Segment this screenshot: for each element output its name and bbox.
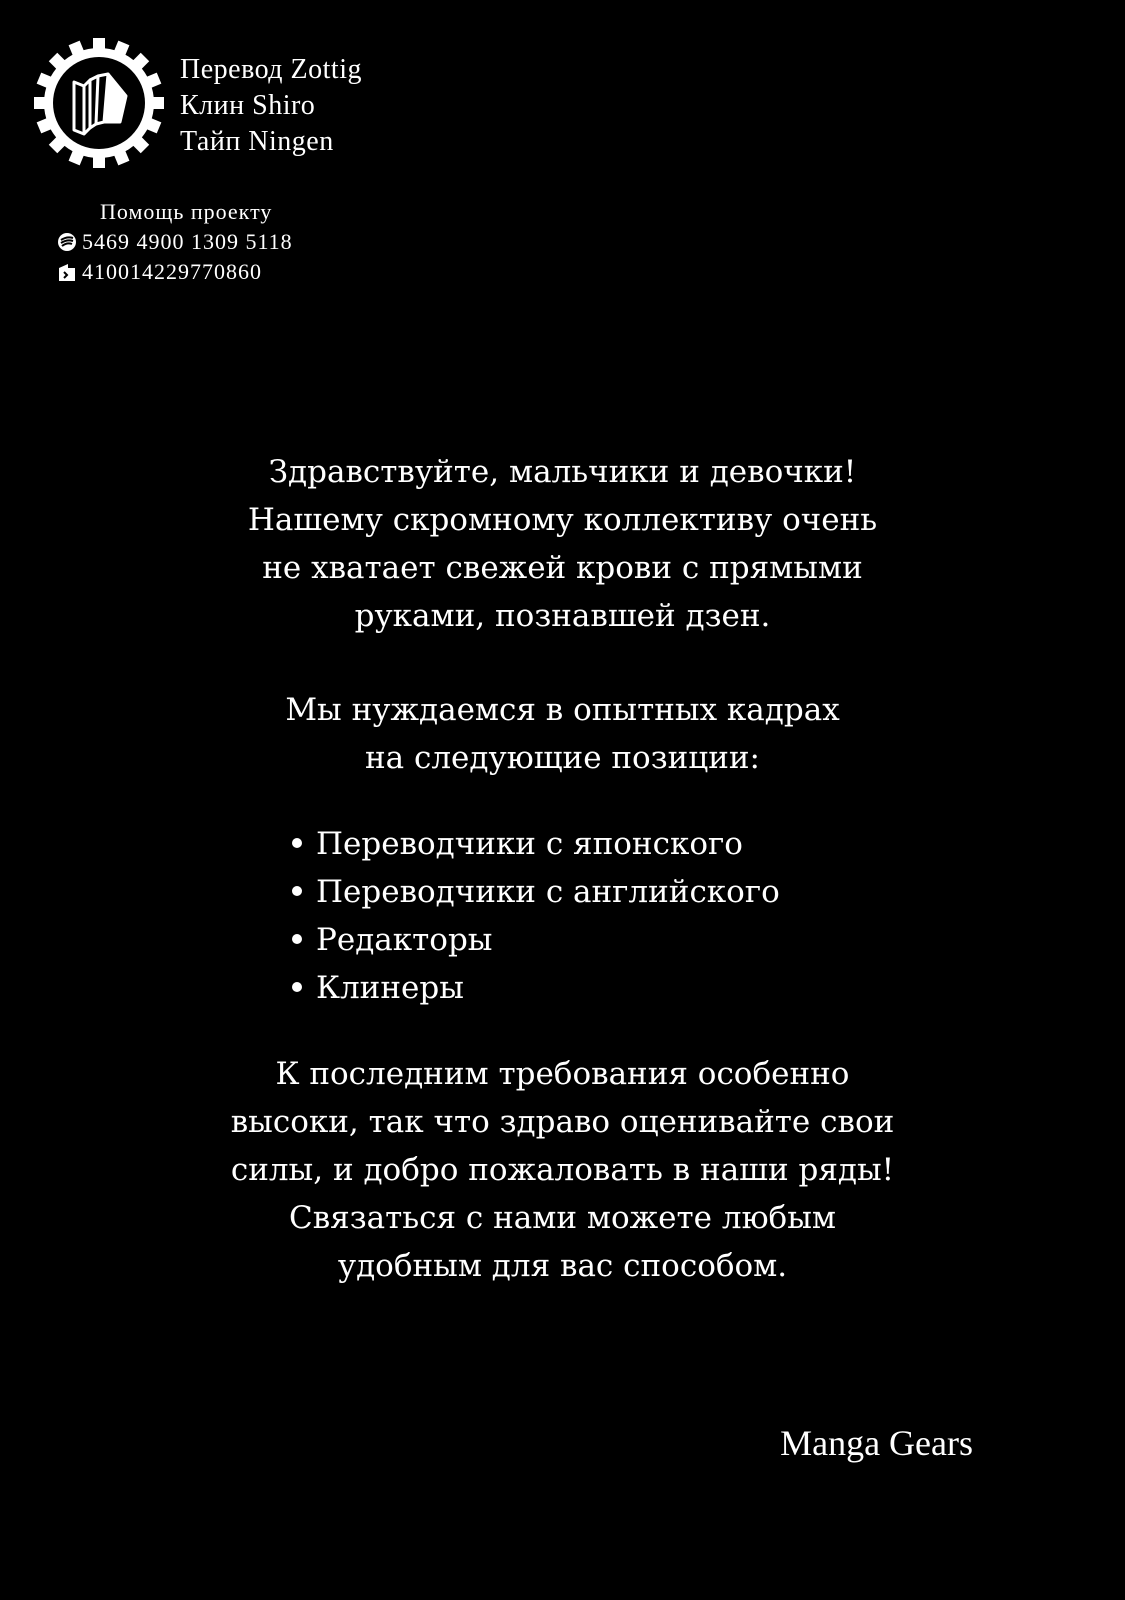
credit-cleaning: Клин Shiro: [180, 90, 316, 121]
need-paragraph: [0, 686, 1125, 782]
support-title: Помощь проекту: [100, 199, 273, 224]
outro-line: Связаться с нами можете любым: [288, 1200, 837, 1236]
intro-line: Здравствуйте, мальчики и девочки!: [268, 454, 857, 490]
position-item: Переводчики с английского: [0, 868, 1125, 916]
outro-line: К последним требования особенно: [275, 1056, 850, 1092]
position-item: Редакторы: [0, 916, 1125, 964]
credit-translation: Перевод Zottig: [180, 54, 362, 85]
yandex-money-icon: [56, 261, 78, 283]
signature: Manga Gears: [780, 1423, 973, 1463]
need-line: Мы нуждаемся в опытных кадрах: [285, 692, 840, 728]
bullet-icon: [292, 934, 302, 944]
payment-wallet-number: 410014229770860: [82, 259, 262, 284]
credit-typesetting: Тайп Ningen: [180, 126, 334, 157]
payment-row-yandex: [56, 257, 293, 287]
sberbank-icon: [56, 231, 78, 253]
intro-line: не хватает свежей крови с прямыми: [262, 550, 863, 586]
gear-books-logo-icon: [34, 38, 164, 168]
intro-paragraph: [0, 448, 1125, 640]
payment-card-number: 5469 4900 1309 5118: [82, 229, 293, 254]
outro-line: силы, и добро пожаловать в наши ряды!: [230, 1152, 895, 1188]
bullet-icon: [292, 838, 302, 848]
intro-line: Нашему скромному коллективу очень: [247, 502, 878, 538]
bullet-icon: [292, 886, 302, 896]
payment-row-sberbank: [56, 227, 293, 257]
need-line: на следующие позиции:: [365, 740, 760, 776]
recruitment-message: [0, 448, 1125, 1290]
positions-list: [0, 820, 1125, 1012]
bullet-icon: [292, 982, 302, 992]
credits-block: [180, 52, 362, 160]
position-item: Клинеры: [0, 964, 1125, 1012]
position-item: Переводчики с японского: [0, 820, 1125, 868]
intro-line: руками, познавшей дзен.: [354, 598, 771, 634]
outro-line: удобным для вас способом.: [337, 1248, 788, 1284]
outro-line: высоки, так что здраво оценивайте свои: [230, 1104, 895, 1140]
outro-paragraph: [0, 1050, 1125, 1290]
support-block: [56, 197, 293, 287]
